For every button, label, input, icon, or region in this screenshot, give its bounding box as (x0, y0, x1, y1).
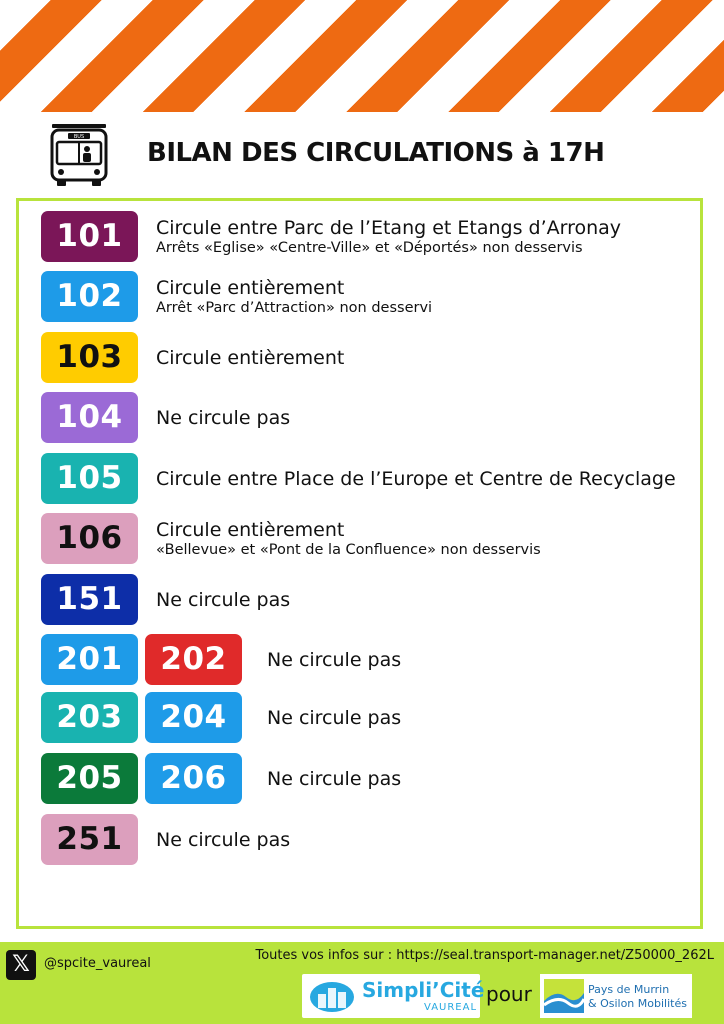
connector-text: pour (486, 982, 532, 1006)
line-badge: 203 (41, 692, 138, 743)
page-title: BILAN DES CIRCULATIONS à 17H (147, 138, 605, 168)
x-logo-icon[interactable]: 𝕏 (6, 950, 36, 980)
line-badge: 202 (145, 634, 242, 685)
pays-murrin-emblem-icon (544, 979, 584, 1013)
line-badge: 104 (41, 392, 138, 443)
line-badge: 204 (145, 692, 242, 743)
line-badge: 102 (41, 271, 138, 322)
line-row (19, 211, 706, 267)
line-badge: 106 (41, 513, 138, 564)
pays-murrin-logo (540, 974, 692, 1018)
line-row (19, 692, 706, 748)
line-badge: 201 (41, 634, 138, 685)
line-badge: 105 (41, 453, 138, 504)
line-badge: 101 (41, 211, 138, 262)
line-badge: 206 (145, 753, 242, 804)
simplicite-name: Simpli’Cité (362, 978, 485, 1002)
line-row (19, 392, 706, 448)
line-status: Ne circule pas (267, 649, 402, 671)
line-row (19, 332, 706, 388)
line-detail: Arrêt «Parc d’Attraction» non desservi (156, 300, 433, 316)
line-detail: «Bellevue» et «Pont de la Confluence» non desservis (156, 542, 541, 558)
pays-murrin-line2: & Osilon Mobilités (588, 997, 687, 1010)
line-row (19, 453, 706, 509)
pays-murrin-line1: Pays de Murrin (588, 983, 670, 996)
title-row (0, 118, 724, 194)
line-badge: 205 (41, 753, 138, 804)
line-status: Circule entièrement (156, 347, 345, 369)
simplicite-emblem-icon (308, 980, 356, 1014)
simplicite-logo (302, 974, 485, 1018)
line-status: Circule entre Place de l’Europe et Centre de Recyclage (156, 468, 676, 490)
line-row (19, 513, 706, 569)
line-status: Ne circule pas (267, 707, 402, 729)
social-handle[interactable]: @spcite_vaureal (44, 956, 151, 971)
hazard-stripes-banner (0, 0, 724, 112)
svg-text:BUS: BUS (73, 134, 85, 140)
line-badge: 251 (41, 814, 138, 865)
line-row (19, 271, 706, 327)
line-status: Ne circule pas (156, 407, 291, 429)
line-badge: 151 (41, 574, 138, 625)
line-row (19, 753, 706, 809)
line-detail: Arrêts «Eglise» «Centre-Ville» et «Déportés» non desservis (156, 240, 583, 256)
footer (0, 942, 724, 1024)
lines-status-panel (16, 198, 703, 929)
line-badge: 103 (41, 332, 138, 383)
simplicite-subtitle: VAUREAL (424, 1002, 478, 1013)
line-row (19, 574, 706, 630)
line-status: Circule entièrement (156, 519, 345, 541)
line-status: Ne circule pas (156, 589, 291, 611)
line-status: Ne circule pas (267, 768, 402, 790)
bus-icon (44, 122, 114, 188)
line-row (19, 634, 706, 690)
line-status: Circule entre Parc de l’Etang et Etangs d’Arronay (156, 217, 622, 239)
line-status: Ne circule pas (156, 829, 291, 851)
line-status: Circule entièrement (156, 277, 345, 299)
line-row (19, 814, 706, 870)
info-link[interactable]: Toutes vos infos sur : https://seal.transport-manager.net/Z50000_262L (255, 948, 714, 963)
